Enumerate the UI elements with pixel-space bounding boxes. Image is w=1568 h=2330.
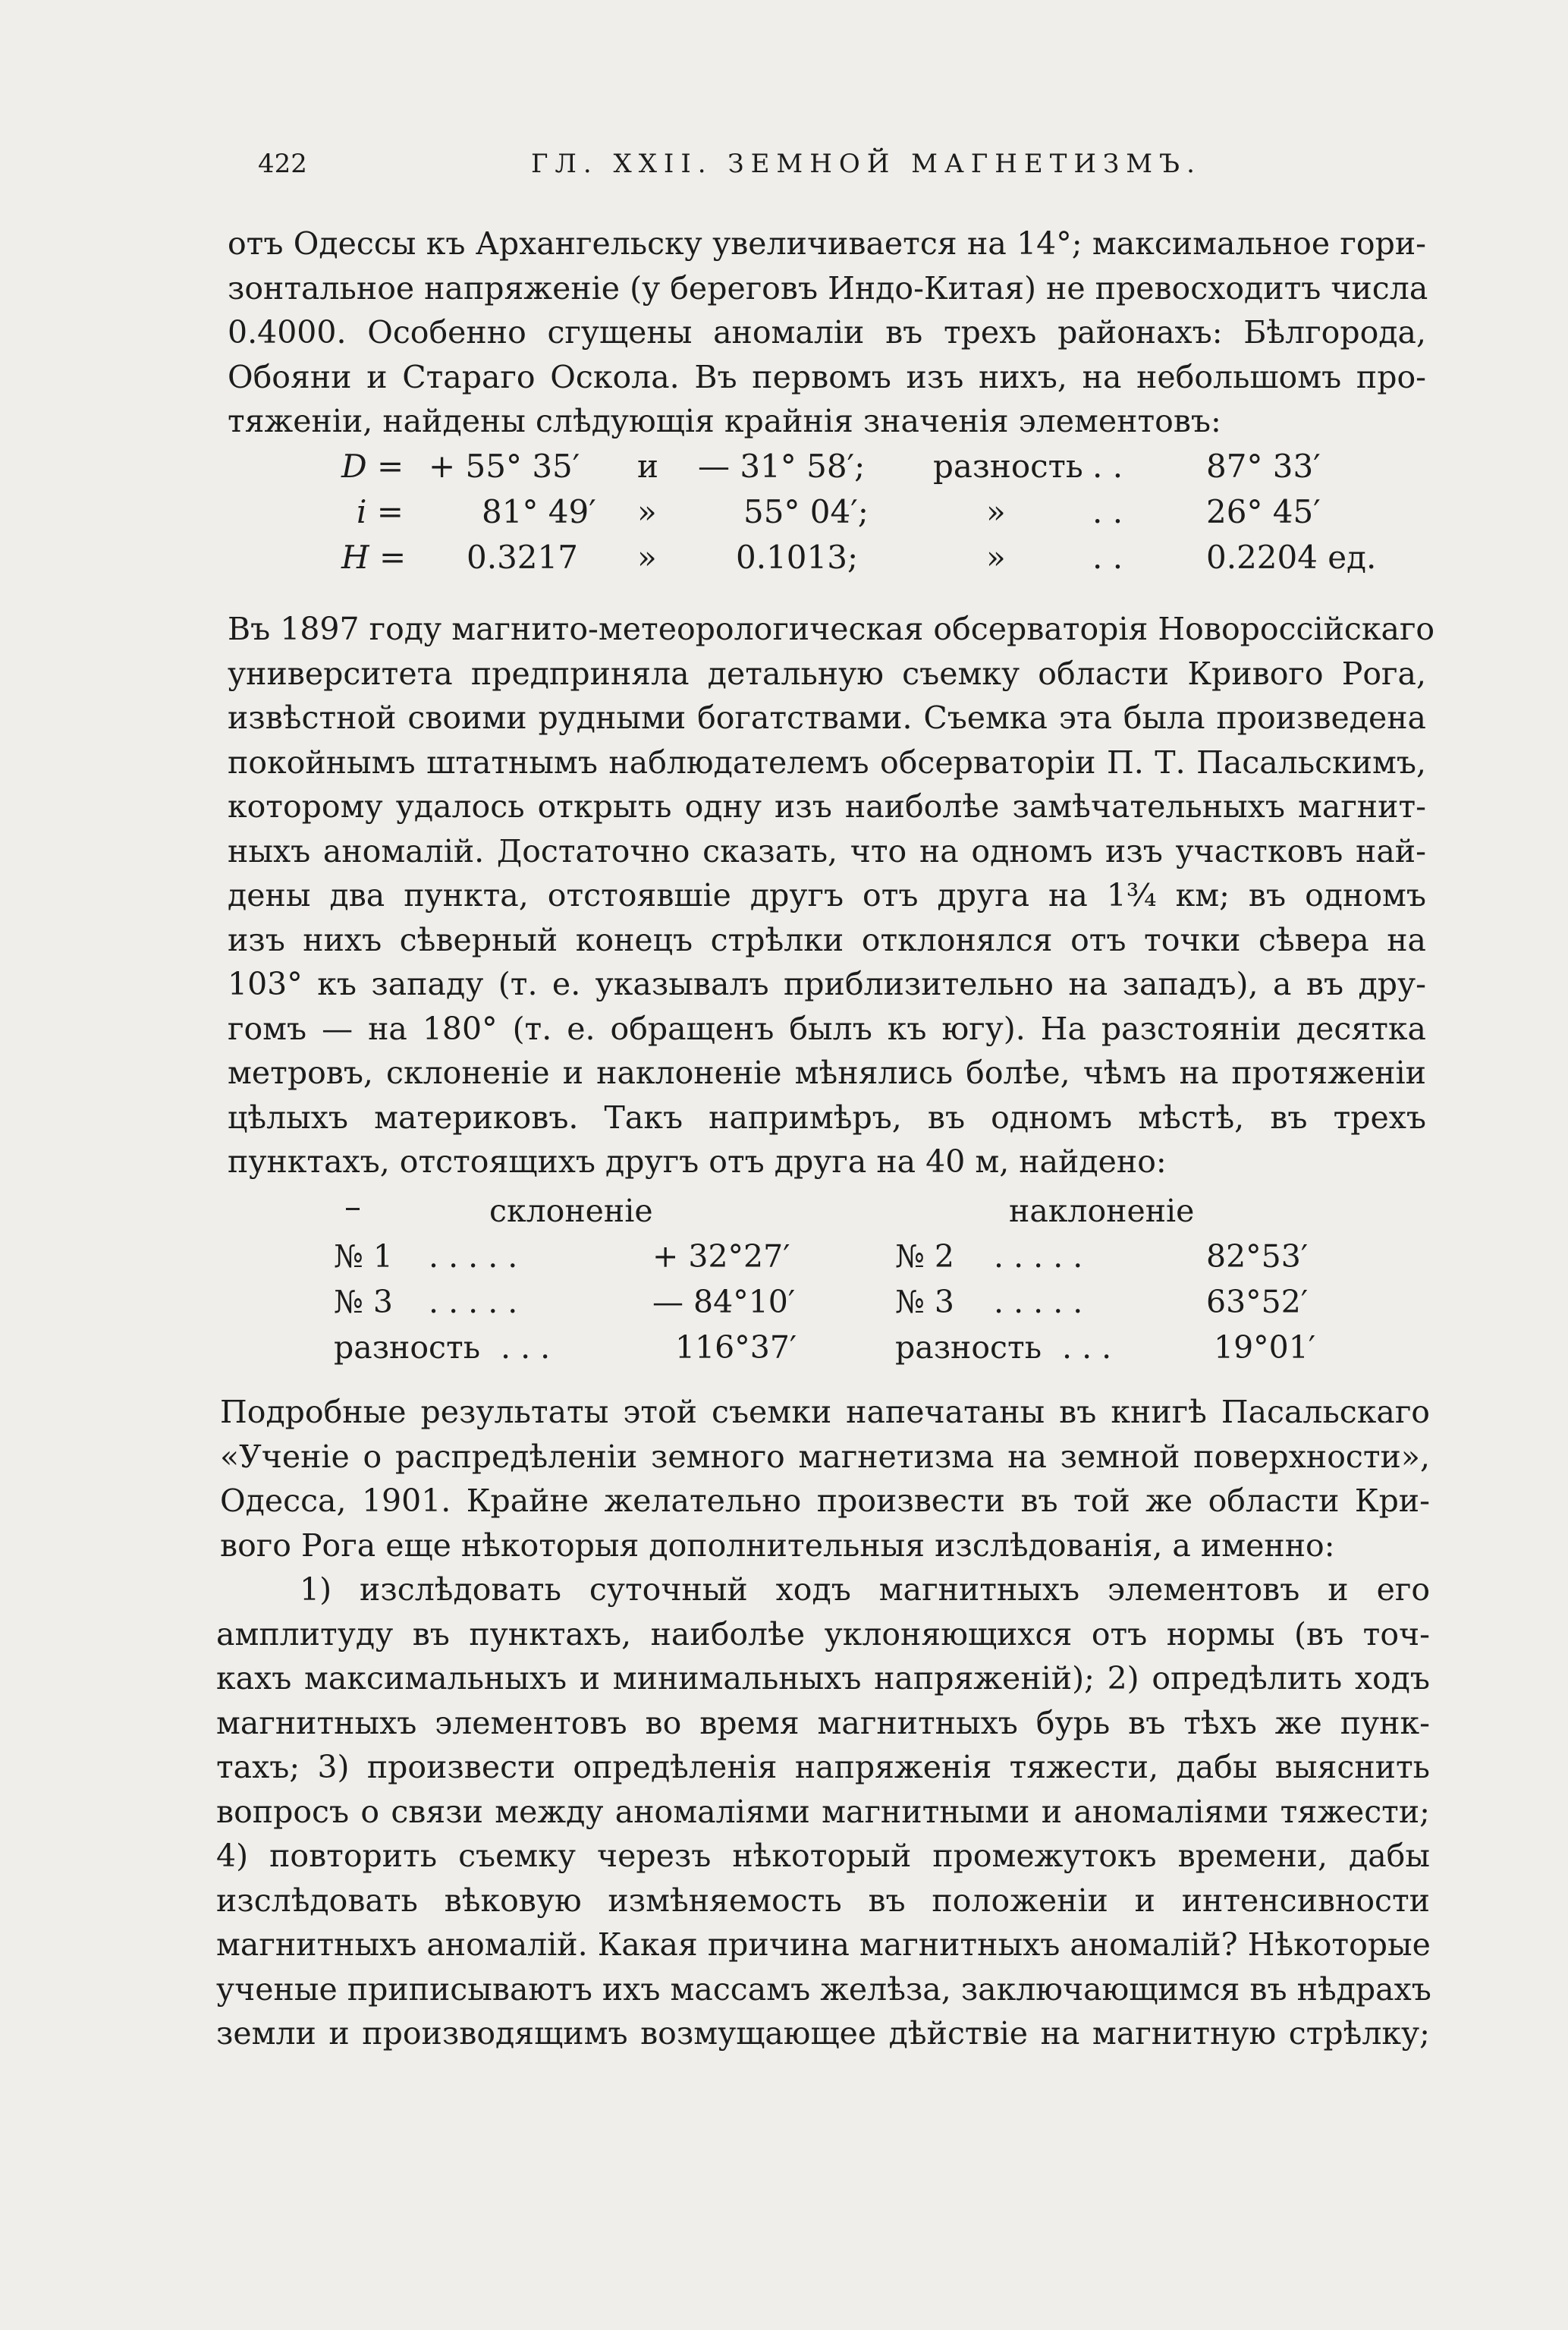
inclination-value: 19°01′ [1214, 1329, 1316, 1366]
text-line: вого Рога еще нѣкоторыя дополнительныя изслѣдованія, а именно: [220, 1527, 1335, 1564]
formula-dots: . . [1092, 448, 1123, 485]
text-line: Въ 1897 году магнито-метеорологическая обсерваторія Новороссійскаго [228, 611, 1435, 647]
text-line: Подробные результаты этой съемки напечатаны въ книгѣ Пасальскаго [220, 1394, 1430, 1430]
column-header-declination: склоненіе [489, 1193, 653, 1229]
text-line: изслѣдовать вѣковую измѣняемость въ положеніи и интенсивности [216, 1882, 1430, 1919]
text-line: зонтальное напряженіе (у береговъ Индо-Китая) не превосходитъ числа [228, 269, 1428, 307]
formula-value-2: — 31° 58′; [698, 448, 866, 485]
formula-value-2: 0.1013; [736, 539, 859, 576]
text-line: амплитуду въ пунктахъ, наиболѣе уклоняющихся отъ нормы (въ точ- [216, 1615, 1430, 1652]
formula-diff-label: » [986, 493, 1006, 530]
text-line: покойнымъ штатнымъ наблюдателемъ обсерваторіи П. Т. Пасальскимъ, [228, 744, 1426, 781]
row-dots: . . . . . [994, 1284, 1083, 1320]
text-line: тяженіи, найдены слѣдующія крайнія значенія элементовъ: [228, 403, 1221, 439]
page-header [258, 149, 1441, 194]
row-label: № 3 [334, 1284, 393, 1320]
text-line: тахъ; 3) произвести опредѣленія напряженія тяжести, дабы выяснить [216, 1749, 1430, 1785]
text-line: магнитныхъ аномалій. Какая причина магнитныхъ аномалій? Нѣкоторые [216, 1926, 1431, 1963]
formula-separator: » [637, 539, 657, 576]
text-line: гомъ — на 180° (т. е. обращенъ былъ къ югу). На разстояніи десятка [228, 1010, 1426, 1047]
formula-value-1: 0.3217 [467, 539, 578, 576]
row-dots: . . . . . [429, 1284, 518, 1320]
paragraph-1 [228, 222, 1426, 444]
formula-diff-label: разность [933, 448, 1083, 485]
formula-value-1: 81° 49′ [482, 493, 596, 530]
formula-row [334, 493, 1396, 539]
text-line: Одесса, 1901. Крайне желательно произвести въ той же области Кри- [220, 1483, 1430, 1519]
declination-value: — 84°10′ [652, 1284, 796, 1320]
text-line: 103° къ западу (т. е. указывалъ приблизительно на западъ), а въ дру- [228, 966, 1426, 1002]
column-header-inclination: наклоненіе [1009, 1193, 1195, 1229]
running-title: ГЛ. XXII. ЗЕМНОЙ МАГНЕТИЗМЪ. [531, 149, 1202, 179]
text-line: цѣлыхъ материковъ. Такъ напримѣръ, въ одномъ мѣстѣ, въ трехъ [228, 1099, 1426, 1136]
text-line: 4) повторить съемку черезъ нѣкоторый промежутокъ времени, дабы [216, 1838, 1430, 1874]
text-line: пунктахъ, отстоящихъ другъ отъ друга на 40 м, найдено: [228, 1143, 1167, 1180]
row-label: № 1 [334, 1238, 393, 1275]
text-line: вопросъ о связи между аномаліями магнитными и аномаліями тяжести; [216, 1793, 1430, 1830]
formula-row [334, 539, 1396, 584]
table-row [326, 1329, 1373, 1375]
text-line: Обояни и Стараго Оскола. Въ первомъ изъ нихъ, на небольшомъ про- [228, 358, 1426, 395]
declination-value: + 32°27′ [652, 1238, 790, 1275]
row-label: № 3 [895, 1284, 954, 1320]
page-number: 422 [258, 149, 307, 179]
text-line: которому удалось открыть одну изъ наиболѣе замѣчательныхъ магнит- [228, 788, 1426, 825]
text-line: магнитныхъ элементовъ во время магнитныхъ бурь въ тѣхъ же пунк- [216, 1704, 1430, 1741]
text-line: университета предприняла детальную съемку области Кривого Рога, [228, 655, 1426, 692]
formula-dots: . . [1092, 493, 1123, 530]
table-row [326, 1238, 1373, 1284]
formula-diff: 87° 33′ [1206, 448, 1321, 485]
text-line: изъ нихъ сѣверный конецъ стрѣлки отклонялся отъ точки сѣвера на [228, 921, 1426, 958]
row-label: разность [895, 1329, 1042, 1366]
row-dots: . . . . . [429, 1238, 518, 1275]
formula-label: H = [341, 539, 407, 576]
declination-value: 116°37′ [675, 1329, 797, 1366]
row-label: разность [334, 1329, 481, 1366]
inclination-value: 63°52′ [1206, 1284, 1309, 1320]
row-dots: . . . [1062, 1329, 1112, 1366]
text-line: ныхъ аномалій. Достаточно сказать, что на одномъ изъ участковъ най- [228, 832, 1426, 869]
formula-diff: 26° 45′ [1206, 493, 1321, 530]
text-line: «Ученіе о распредѣленіи земного магнетизма на земной поверхности», [220, 1438, 1430, 1475]
table-header-row [326, 1193, 1373, 1238]
formula-dots: . . [1092, 539, 1123, 576]
measurement-table [326, 1193, 1373, 1375]
formula-separator: и [637, 448, 658, 485]
text-line: кахъ максимальныхъ и минимальныхъ напряженій); 2) опредѣлить ходъ [216, 1660, 1430, 1696]
inclination-value: 82°53′ [1206, 1238, 1309, 1275]
text-line: отъ Одессы къ Архангельску увеличивается на 14°; максимальное гори- [228, 225, 1426, 262]
formula-separator: » [637, 493, 657, 530]
paragraph-4 [216, 1567, 1430, 2056]
table-row [326, 1284, 1373, 1329]
text-line: земли и производящимъ возмущающее дѣйствіе на магнитную стрѣлку; [216, 2015, 1430, 2052]
text-line: 0.4000. Особенно сгущены аномаліи въ трехъ районахъ: Бѣлгорода, [228, 314, 1426, 351]
paragraph-3 [220, 1390, 1430, 1567]
formula-value-1: + 55° 35′ [429, 448, 580, 485]
text-line: 1) изслѣдовать суточный ходъ магнитныхъ элементовъ и его [300, 1571, 1430, 1608]
row-dots: . . . . . [994, 1238, 1083, 1275]
formula-row [334, 448, 1396, 493]
text-line: извѣстной своими рудными богатствами. Съемка эта была произведена [228, 700, 1426, 736]
row-label: № 2 [895, 1238, 954, 1275]
formula-label: D = [341, 448, 404, 485]
text-line: метровъ, склоненіе и наклоненіе мѣнялись болѣе, чѣмъ на протяженіи [228, 1055, 1426, 1091]
paragraph-2 [228, 607, 1435, 1184]
text-line: дены два пункта, отстоявшіе другъ отъ друга на 1¾ км; въ одномъ [228, 877, 1426, 913]
row-dots: . . . [501, 1329, 551, 1366]
elements-formula [334, 448, 1396, 584]
formula-diff: 0.2204 ед. [1206, 539, 1377, 576]
formula-value-2: 55° 04′; [743, 493, 869, 530]
text-line: ученые приписываютъ ихъ массамъ желѣза, заключающимся въ нѣдрахъ [216, 1970, 1431, 2008]
formula-diff-label: » [986, 539, 1006, 576]
formula-label: i = [357, 493, 404, 530]
